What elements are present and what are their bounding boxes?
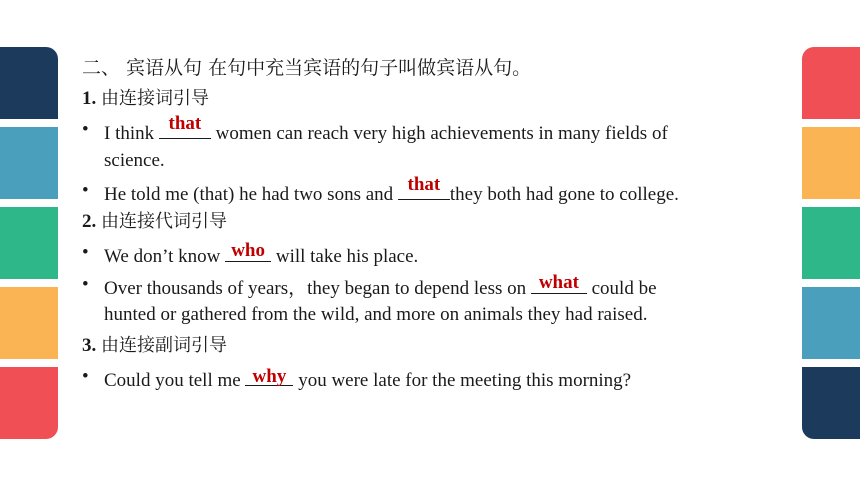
left-bar-orange: [0, 287, 58, 359]
section-title: 由连接副词引导: [101, 335, 227, 356]
section-title: 由连接词引导: [101, 88, 209, 109]
bullet: •: [82, 274, 89, 295]
section-number: 3.: [82, 335, 97, 356]
right-bar-navy: [802, 367, 860, 439]
sentence-text: We don’t know: [104, 246, 226, 267]
left-bar-navy: [0, 47, 58, 119]
section-number: 1.: [82, 88, 97, 109]
answer-text: why: [252, 366, 287, 387]
sentence-text: Over thousands of years，they began to depend less on: [104, 278, 531, 299]
answer-text: that: [407, 174, 441, 195]
section-heading-2: [82, 210, 227, 234]
sentence-text: will take his place.: [271, 246, 419, 267]
sentence-text: they both had gone to college.: [449, 184, 679, 205]
left-bar-teal: [0, 127, 58, 199]
answer-blank: [531, 273, 587, 294]
right-bar-orange: [802, 127, 860, 199]
section-heading-1: [82, 87, 209, 111]
right-bar-teal: [802, 287, 860, 359]
sentence-text: hunted or gathered from the wild, and more on animals they had raised.: [104, 304, 648, 325]
answer-blank: [245, 365, 293, 386]
section-title: 由连接代词引导: [101, 211, 227, 232]
sentence-text: Could you tell me: [104, 370, 246, 391]
bullet: •: [82, 242, 89, 263]
bullet: •: [82, 119, 89, 140]
right-bar-red: [802, 47, 860, 119]
bullet: •: [82, 366, 89, 387]
sentence-text: He told me (that) he had two sons and: [104, 184, 398, 205]
answer-blank: [225, 241, 271, 262]
bullet: •: [82, 180, 89, 201]
answer-text: what: [538, 272, 579, 293]
sentence-text: women can reach very high achievements in many fields of: [210, 123, 668, 144]
section-number: 2.: [82, 211, 97, 232]
section-heading-3: [82, 334, 227, 358]
answer-blank: [398, 174, 450, 200]
sentence-text: I think: [104, 123, 159, 144]
sentence-text: you were late for the meeting this morning?: [293, 370, 632, 391]
answer-text: who: [231, 240, 265, 261]
left-bar-green: [0, 207, 58, 279]
page-title: 二、 宾语从句 在句中充当宾语的句子叫做宾语从句。: [82, 57, 532, 79]
sentence-text: could be: [586, 278, 657, 299]
answer-text: that: [168, 113, 202, 134]
right-bar-green: [802, 207, 860, 279]
answer-blank: [159, 113, 211, 139]
sentence-text: science.: [104, 150, 165, 171]
left-bar-red: [0, 367, 58, 439]
